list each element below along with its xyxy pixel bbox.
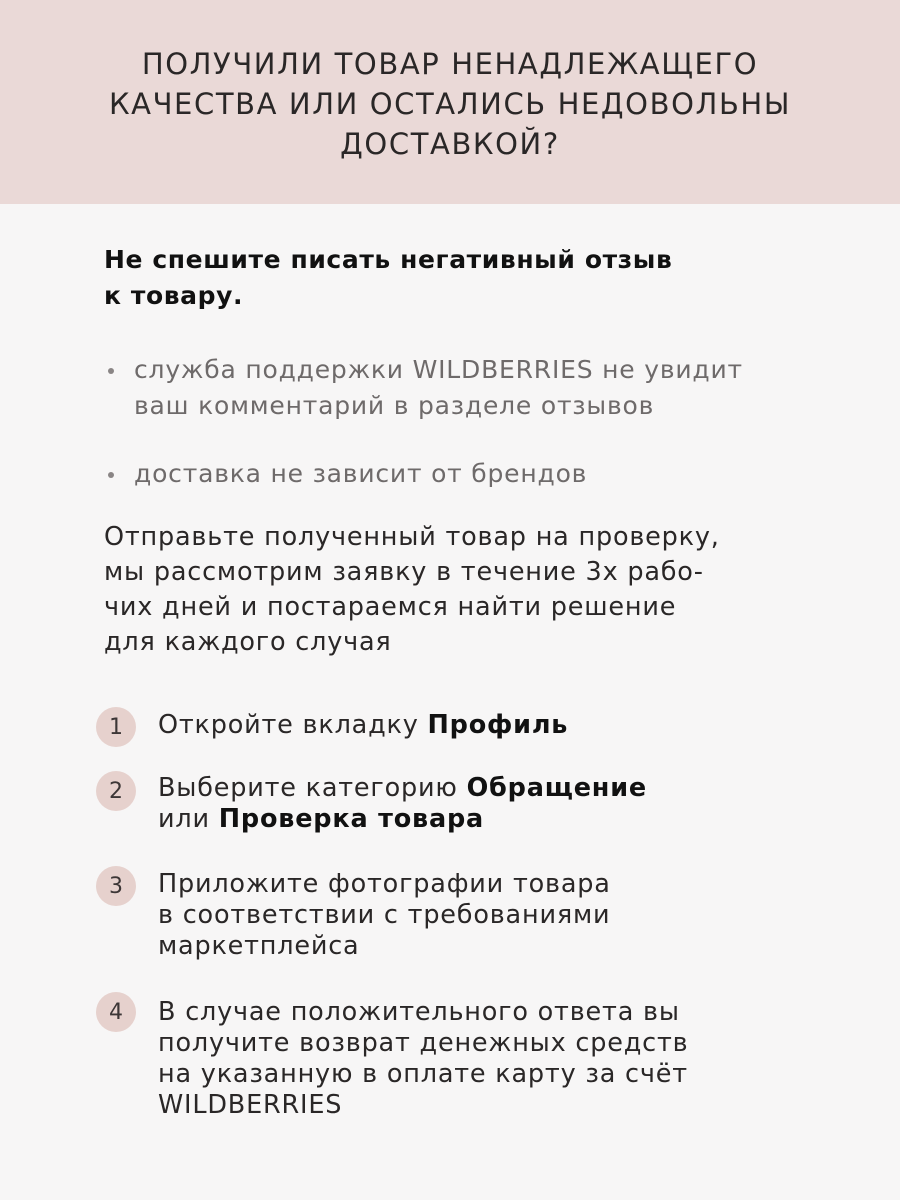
bullet-dot-icon: [108, 472, 114, 478]
step-number-badge: 4: [96, 992, 136, 1032]
step-text-part: Откройте вкладку: [158, 710, 428, 740]
step-number-badge: 3: [96, 866, 136, 906]
bullet-line: доставка не зависит от брендов: [134, 459, 588, 488]
step-text: [158, 773, 647, 835]
header-title-line: ДОСТАВКОЙ?: [340, 127, 560, 161]
step-text-bold: Обращение: [466, 773, 647, 803]
step-text-part: или: [158, 804, 219, 834]
lead-line: к товару.: [104, 281, 244, 310]
step-text: [158, 869, 611, 962]
step-text-line: В случае положительного ответа вы: [158, 997, 680, 1027]
content-area: [0, 204, 900, 1200]
instruction-paragraph: [104, 520, 720, 660]
paragraph-line: для каждого случая: [104, 627, 392, 657]
step-text-line: получите возврат денежных средств: [158, 1028, 689, 1058]
step-text-line: в соответствии с требованиями: [158, 900, 611, 930]
step-number-badge: 2: [96, 771, 136, 811]
step-text-part: Выберите категорию: [158, 773, 467, 803]
header-banner: [0, 0, 900, 204]
step-number-badge: 1: [96, 707, 136, 747]
bullet-line: ваш комментарий в разделе отзывов: [134, 391, 655, 420]
header-title-line: КАЧЕСТВА ИЛИ ОСТАЛИСЬ НЕДОВОЛЬНЫ: [108, 87, 792, 121]
step-text-line: Приложите фотографии товара: [158, 869, 611, 899]
step-text-line: WILDBERRIES: [158, 1090, 343, 1120]
paragraph-line: Отправьте полученный товар на проверку,: [104, 522, 720, 552]
step-text-bold: Проверка товара: [218, 804, 485, 834]
paragraph-line: мы рассмотрим заявку в течение 3х рабо-: [104, 557, 704, 587]
paragraph-line: чих дней и постараемся найти решение: [104, 592, 677, 622]
lead-text: [104, 242, 672, 314]
lead-line: Не спешите писать негативный отзыв: [104, 245, 673, 274]
step-text-line: маркетплейса: [158, 931, 360, 961]
step-text-line: на указанную в оплате карту за счёт: [158, 1059, 688, 1089]
step-text: [158, 710, 568, 741]
step-text-bold: Профиль: [427, 710, 569, 740]
bullet-line: служба поддержки WILDBERRIES не увидит: [134, 355, 743, 384]
step-text: [158, 997, 688, 1121]
bullet-dot-icon: [108, 368, 114, 374]
header-title-line: ПОЛУЧИЛИ ТОВАР НЕНАДЛЕЖАЩЕГО: [141, 47, 759, 81]
